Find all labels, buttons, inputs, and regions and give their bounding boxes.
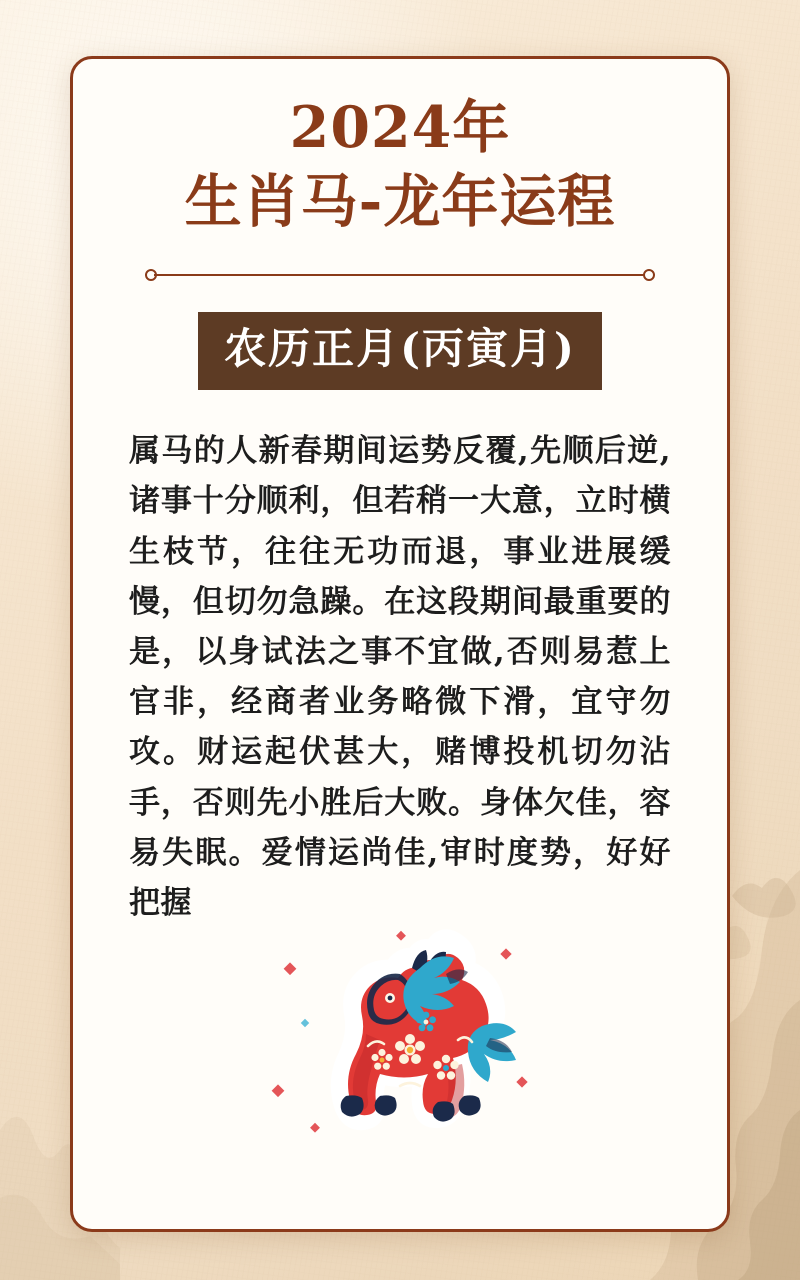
page-title-year: 2024年	[289, 94, 511, 161]
page-title-subject: 生肖马-龙年运程	[184, 167, 616, 235]
title-divider	[145, 266, 655, 284]
fortune-body-text: 属马的人新春期间运势反覆,先顺后逆,诸事十分顺利，但若稍一大意，立时横生枝节，往往无功而退，事业进展缓慢，但切勿急躁。在这段期间最重要的是，以身试法之事不宜做,否则易惹上官非，经商者业务略微下滑，宜守勿攻。财运起伏甚大，赌博投机切勿沾手，否则先小胜后大败。身体欠佳，容易失眠。爱情运尚佳,审时度势，好好把握	[129, 433, 671, 922]
zodiac-horse-icon	[250, 910, 550, 1160]
divider-line	[154, 274, 646, 276]
fortune-card	[70, 56, 730, 1232]
divider-dot-right	[643, 269, 655, 281]
month-banner: 农历正月(丙寅月)	[198, 312, 602, 390]
horse-illustration	[73, 905, 727, 1165]
card-content	[73, 59, 727, 1229]
